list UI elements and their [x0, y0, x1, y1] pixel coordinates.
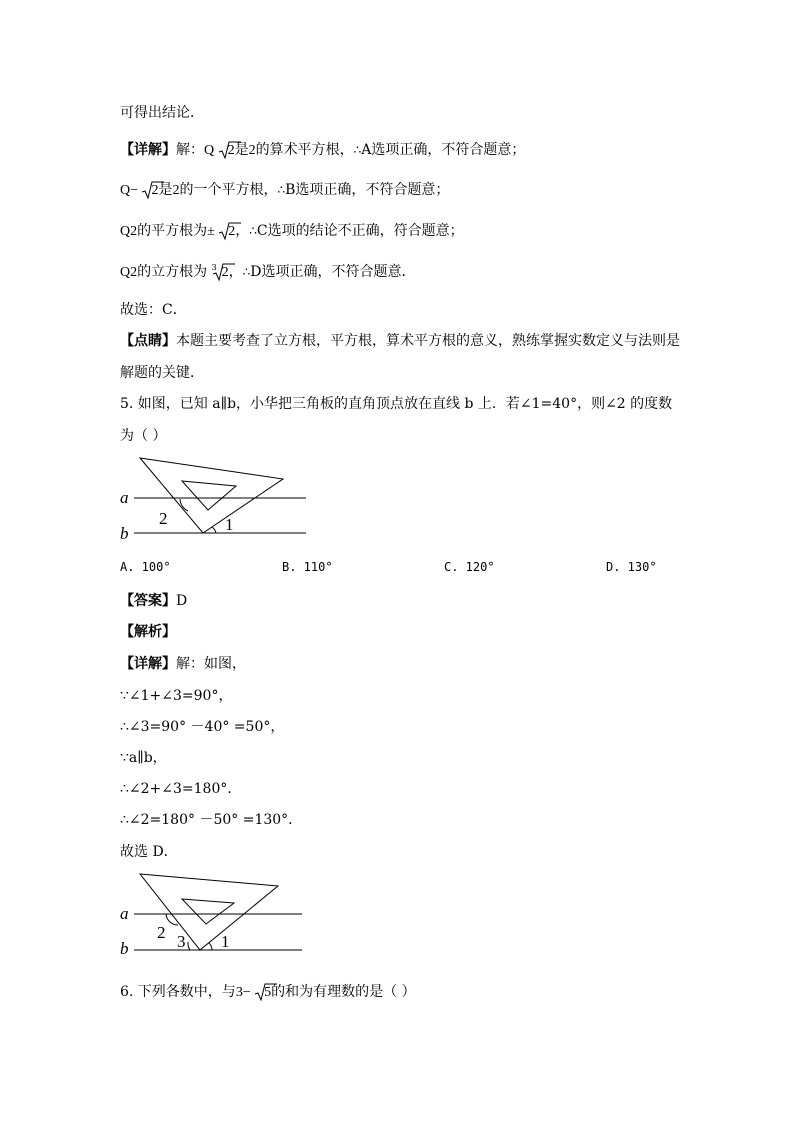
angle-label-1: 1 — [221, 932, 230, 951]
figure-triangle-parallel-lines — [118, 455, 318, 555]
section-tag: 【详解】 — [120, 142, 176, 158]
line-label-b: b — [120, 524, 129, 543]
line-label-a: a — [120, 904, 129, 923]
line-label-b: b — [120, 939, 129, 958]
answer-line: 【答案】D — [120, 593, 188, 609]
text-line: 可得出结论． — [120, 105, 204, 121]
text-line: Q2的平方根为± 2，∴C选项的结论不正确，符合题意； — [120, 221, 464, 242]
section-tag: 【点睛】 — [120, 333, 176, 349]
cube-root-expression: 3 2 — [212, 262, 229, 283]
question-5-stem: 5. 如图，已知 a∥b，小华把三角板的直角顶点放在直线 b 上．若∠1=40°，则∠2 的度数 — [120, 396, 673, 412]
text-line: 【详解】解：如图， — [120, 656, 246, 672]
text-line: Q2的立方根为 3 2，∴D选项正确，不符合题意． — [120, 262, 415, 283]
text-line: Q− 2是2的一个平方根，∴B选项正确，不符合题意； — [120, 180, 449, 201]
solution-step: ∴∠2=180° －50° =130°． — [120, 812, 303, 828]
angle-label-1: 1 — [225, 515, 234, 534]
therefore-symbol: ∴ — [353, 143, 362, 157]
line-label-a: a — [120, 488, 129, 507]
section-tag: 【答案】 — [120, 593, 176, 609]
solution-step: 故选 D． — [120, 844, 178, 860]
sqrt-expression: 2 — [219, 140, 235, 161]
angle-label-2: 2 — [157, 923, 166, 942]
solution-step: ∵∠1+∠3=90°， — [120, 688, 233, 704]
solution-step: ∵a∥b， — [120, 750, 167, 766]
analysis-heading: 【解析】 — [120, 624, 176, 640]
solution-step: ∴∠3=90° －40° =50°， — [120, 719, 285, 735]
sqrt-expression: 2 — [142, 180, 158, 201]
section-tag: 【详解】 — [120, 656, 176, 672]
option-d: D. 130° — [606, 560, 657, 574]
option-a: A. 100° — [120, 560, 171, 574]
sqrt-expression: 2 — [219, 221, 235, 242]
sqrt-expression: 5 — [255, 982, 271, 1003]
therefore-symbol: Q — [204, 143, 215, 158]
text-line: 【详解】解：Q 2是2的算术平方根，∴A选项正确，不符合题意； — [120, 140, 525, 161]
solution-step: ∴∠2+∠3=180°． — [120, 781, 242, 797]
text-line: 解题的关键． — [120, 365, 204, 381]
text-line: 【点睛】本题主要考查了立方根，平方根，算术平方根的意义，熟练掌握实数定义与法则是 — [120, 333, 680, 349]
question-6-stem: 6. 下列各数中，与3− 5的和为有理数的是（ ） — [120, 982, 416, 1003]
text-line: 为（ ） — [120, 428, 167, 444]
option-c: C. 120° — [444, 560, 495, 574]
figure-solution-diagram — [118, 870, 318, 958]
text-line: 故选：C． — [120, 302, 187, 318]
angle-label-3: 3 — [177, 932, 186, 951]
angle-label-2: 2 — [159, 509, 168, 528]
option-b: B. 110° — [282, 560, 333, 574]
